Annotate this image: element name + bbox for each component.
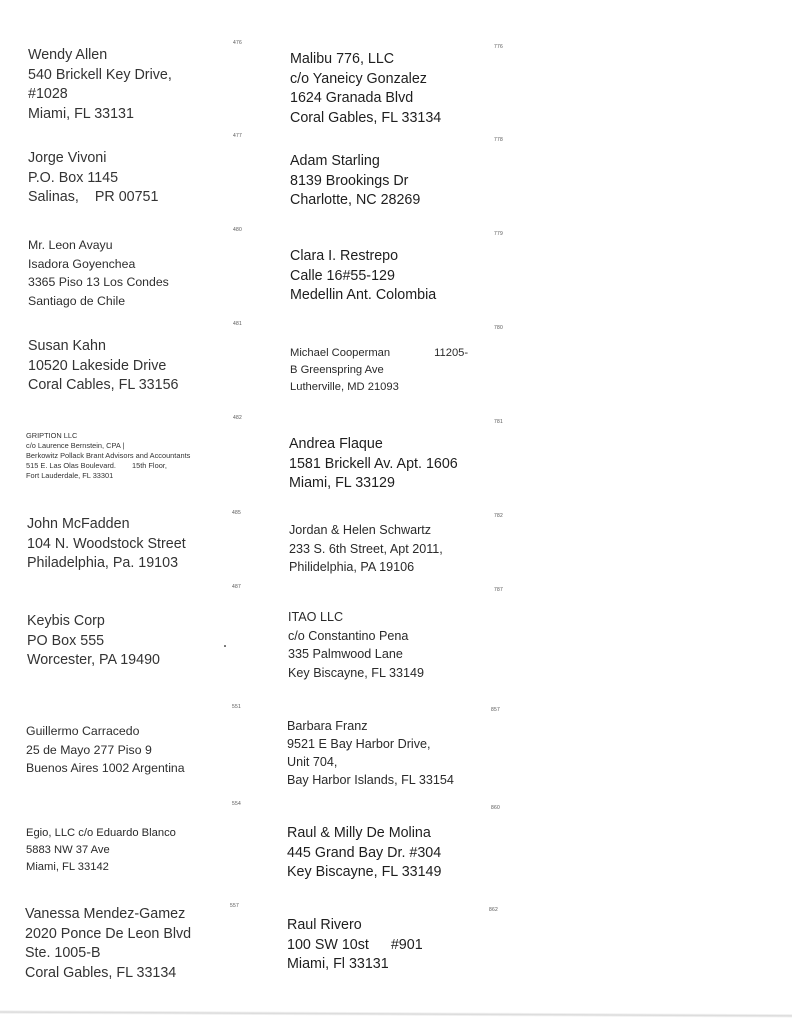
recipient-name: Raul Rivero [287,917,362,933]
city-state-zip: Coral Gables, FL 33134 [290,109,442,126]
address-line: 5883 NW 37 Ave [26,844,110,856]
city-state-zip: Philadelphia, Pa. 19103 [27,555,179,571]
label-number: 477 [233,133,242,139]
recipient-name: Mr. Leon Avayu [28,238,113,252]
city-country: Medellin Ant. Colombia [290,287,437,303]
address-line: 335 Palmwood Lane [288,647,403,661]
recipient-name: Vanessa Mendez-Gamez [25,906,186,922]
recipient-name: Clara I. Restrepo [290,248,399,264]
recipient-name: Andrea Flaque [289,436,383,452]
address-line: 1624 Granada Blvd [290,90,414,106]
label-number: 557 [230,903,239,909]
recipient-name: ITAO LLC [288,610,344,624]
address-line: 25 de Mayo 277 Piso 9 [26,742,152,757]
recipient-name: Egio, LLC c/o Eduardo Blanco [26,827,176,839]
label-number: 776 [494,44,503,50]
recipient-name: John McFadden [27,516,130,532]
address-line: PO Box 555 [27,632,105,649]
label-number: 482 [233,415,242,421]
address-line: #1028 [28,86,68,102]
recipient-name: GRIPTION LLC [26,431,78,440]
address-line: 8139 Brookings Dr [290,172,409,189]
city-country: Buenos Aires 1002 Argentina [26,761,185,775]
address-line: 9521 E Bay Harbor Drive, [287,737,431,751]
address-line: 100 SW 10st #901 [287,936,423,953]
scan-speck [224,645,226,647]
label-number: 782 [494,513,503,519]
city-state-zip: Miami, Fl 33131 [287,956,389,972]
city-state-zip: Key Biscayne, FL 33149 [287,864,442,880]
label-number: 781 [494,419,503,425]
address-line: 540 Brickell Key Drive, [28,66,172,83]
label-number: 780 [494,325,503,331]
label-number: 779 [494,231,503,237]
city-state-zip: Philidelphia, PA 19106 [289,560,415,574]
label-number: 476 [233,40,242,46]
address-line: 515 E. Las Olas Boulevard. 15th Floor, [26,461,167,470]
label-number: 481 [233,321,242,327]
care-of-line: c/o Yaneicy Gonzalez [290,70,427,87]
label-number: 778 [494,137,503,143]
address-line: Isadora Goyenchea [28,256,136,271]
city-state-zip: Miami, FL 33131 [28,105,134,122]
recipient-name: Jordan & Helen Schwartz [289,523,432,537]
city-state-zip: Charlotte, NC 28269 [290,192,421,208]
label-number: 862 [489,907,498,913]
address-line: P.O. Box 1145 [28,169,119,186]
label-number: 860 [491,805,500,811]
label-number: 485 [232,510,241,516]
label-number: 551 [232,704,241,710]
recipient-name: Malibu 776, LLC [290,51,395,67]
city-state-zip: Bay Harbor Islands, FL 33154 [287,773,454,787]
address-line: 233 S. 6th Street, Apt 2011, [289,541,443,556]
address-line: 10520 Lakeside Drive [28,357,167,374]
recipient-name: Jorge Vivoni [28,150,107,166]
city-state-zip: Coral Gables, FL 33134 [25,964,177,981]
recipient-name: Keybis Corp [27,613,105,629]
city-state-zip: Coral Cables, FL 33156 [28,377,179,393]
address-line: 445 Grand Bay Dr. #304 [287,844,442,861]
label-number: 487 [232,584,241,590]
city-state-zip: Miami, FL 33142 [26,861,109,873]
address-line: Calle 16#55-129 [290,267,395,284]
address-line: 104 N. Woodstock Street [27,535,186,552]
city-state-zip: Fort Lauderdale, FL 33301 [26,471,114,480]
recipient-name: Wendy Allen [28,47,108,63]
city-state-zip: Salinas, PR 00751 [28,189,159,205]
recipient-name: Barbara Franz [287,719,368,733]
label-number: 857 [491,707,500,713]
label-number: 480 [233,227,242,233]
recipient-name: Michael Cooperman 11205- [290,347,469,359]
care-of-line: c/o Laurence Bernstein, CPA | [26,441,125,450]
city-state-zip: Lutherville, MD 21093 [290,381,399,393]
label-number: 554 [232,801,241,807]
address-line: Ste. 1005-B [25,945,101,961]
address-line: B Greenspring Ave [290,364,384,376]
city-state-zip: Miami, FL 33129 [289,475,395,491]
label-number: 787 [494,587,503,593]
city-state-zip: Key Biscayne, FL 33149 [288,665,425,680]
company-line: Berkowitz Pollack Brant Advisors and Accountants [26,451,191,460]
recipient-name: Raul & Milly De Molina [287,825,431,841]
care-of-line: c/o Constantino Pena [288,628,409,643]
address-line: 2020 Ponce De Leon Blvd [25,925,192,942]
recipient-name: Adam Starling [290,153,380,169]
recipient-name: Susan Kahn [28,338,106,354]
scan-page-edge [0,1010,792,1018]
city-country: Santiago de Chile [28,293,126,308]
address-line: 1581 Brickell Av. Apt. 1606 [289,455,458,472]
address-line: Unit 704, [287,755,338,769]
address-line: 3365 Piso 13 Los Condes [28,275,169,289]
recipient-name: Guillermo Carracedo [26,724,140,738]
city-state-zip: Worcester, PA 19490 [27,652,160,668]
